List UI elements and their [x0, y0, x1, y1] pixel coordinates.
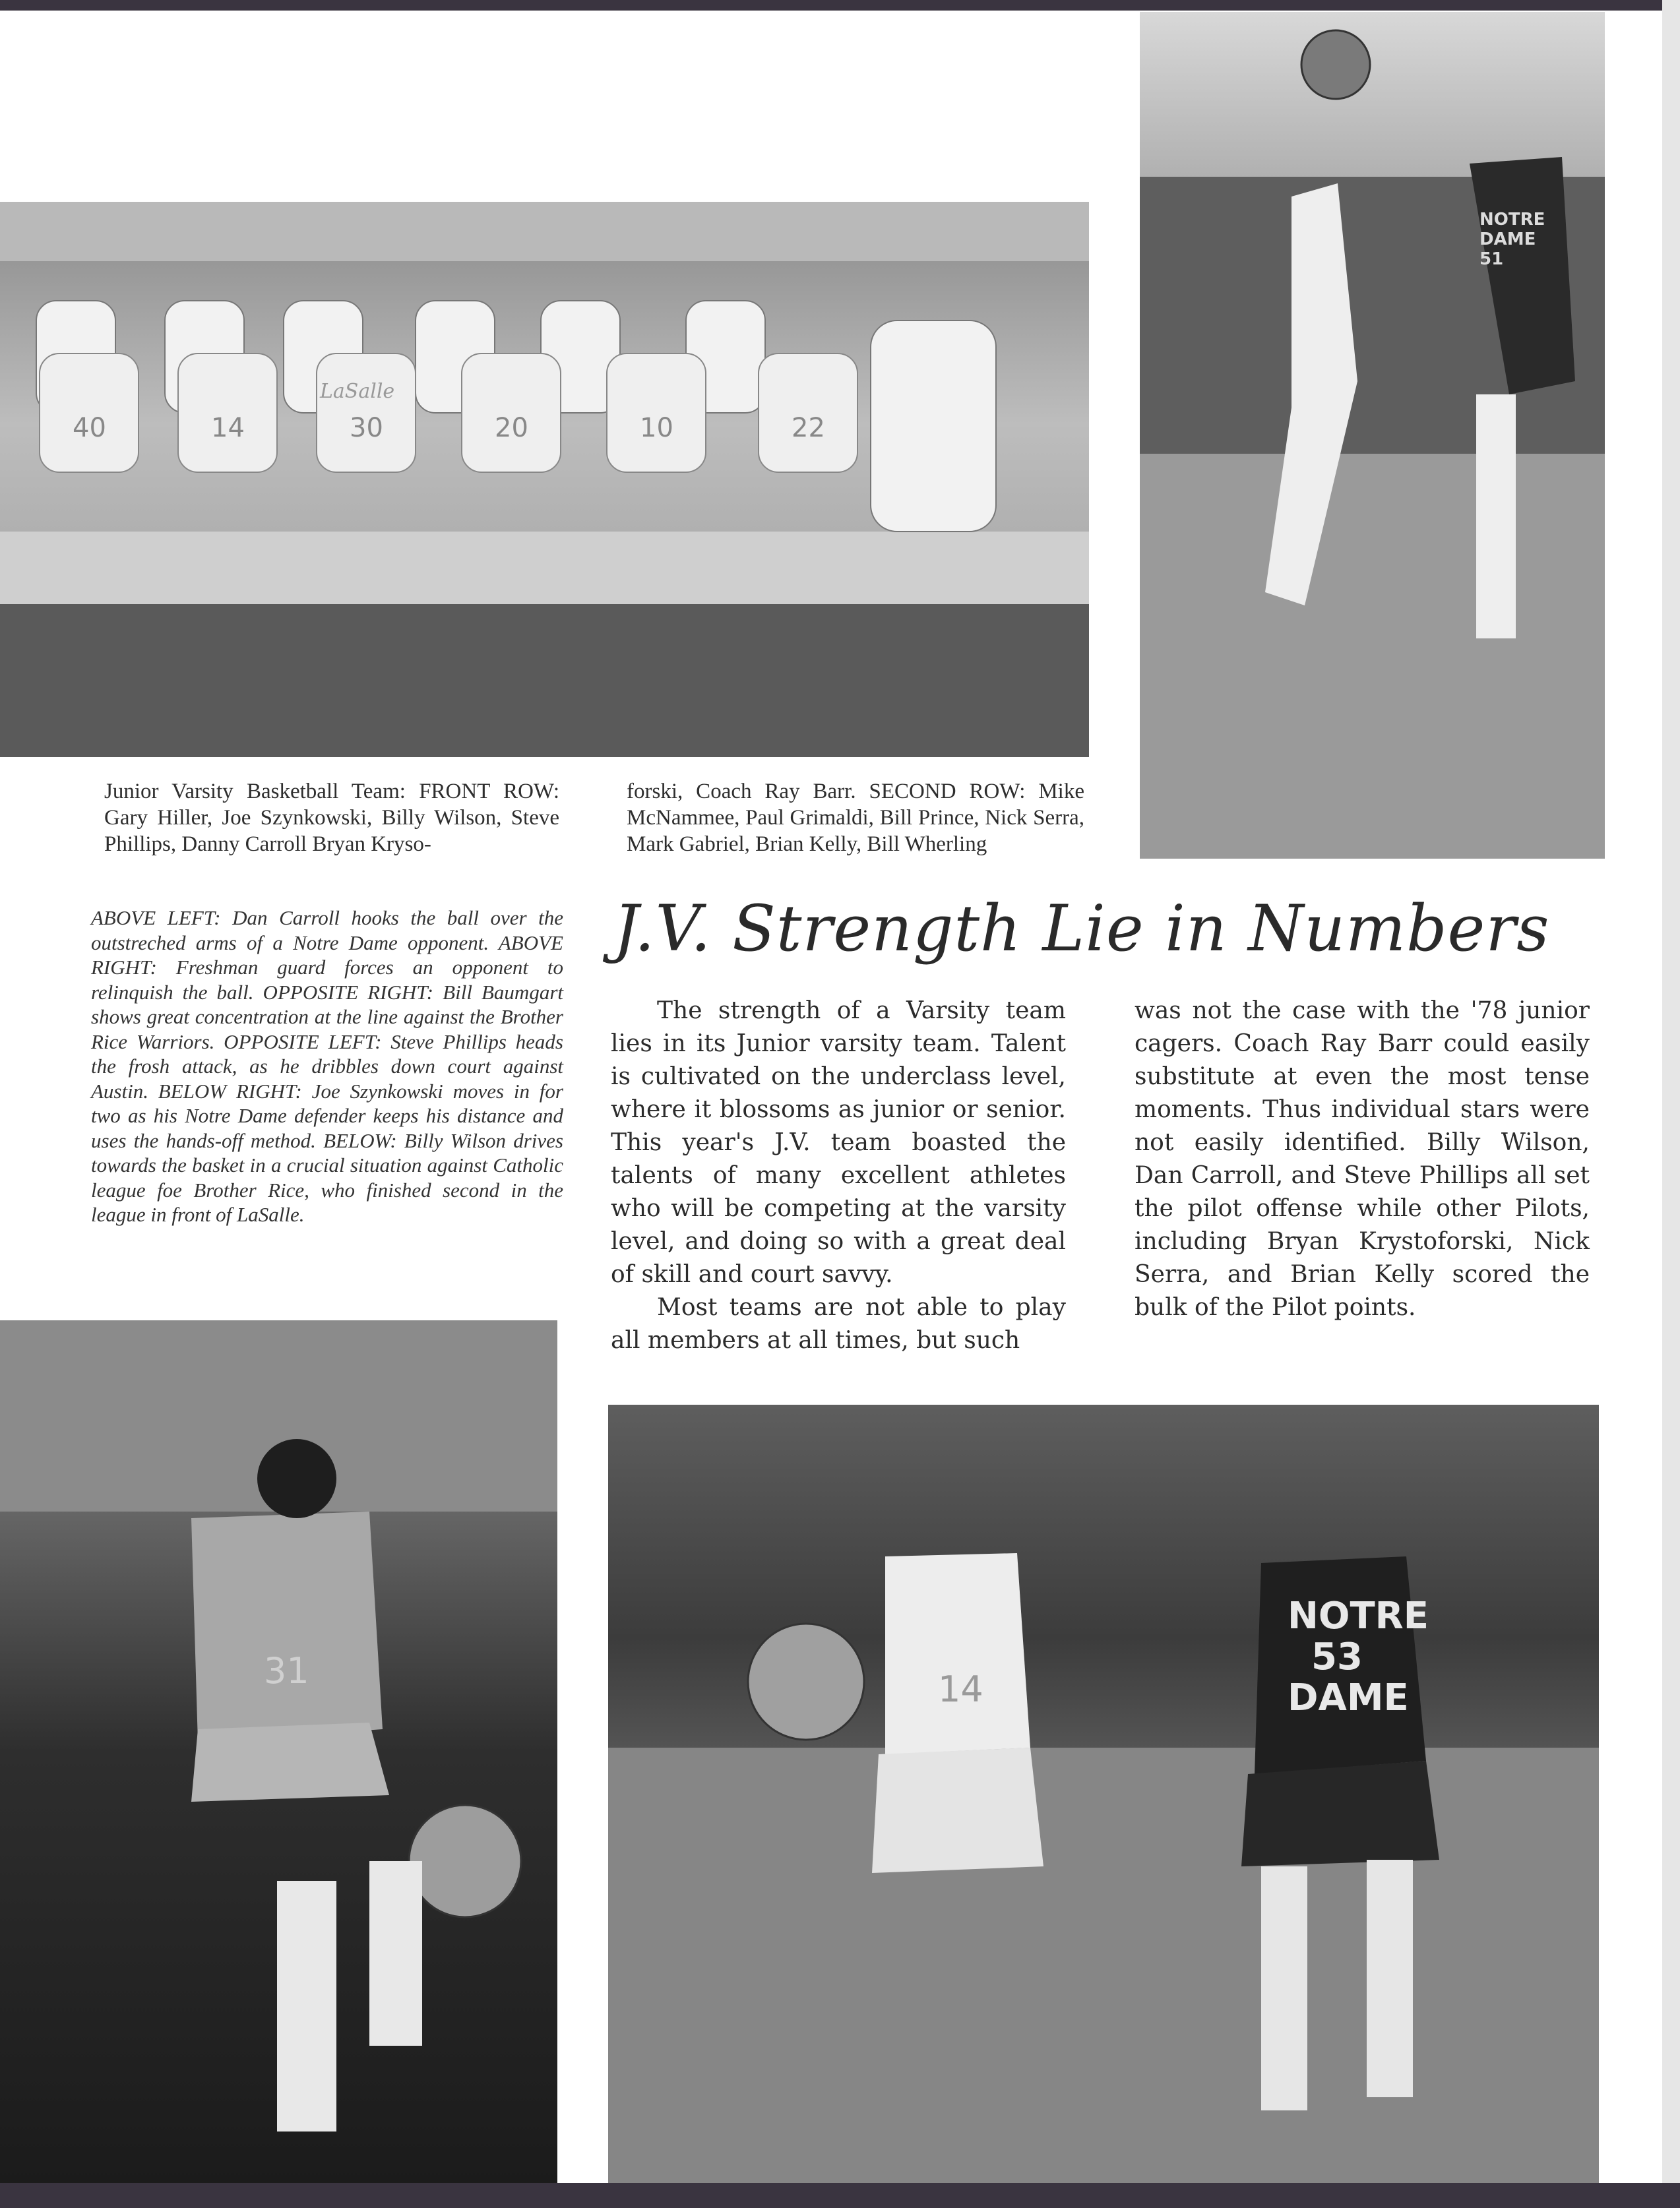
action-photo-bottom-right	[608, 1405, 1599, 2183]
opponent-jersey-line-2: 53	[1311, 1636, 1363, 1678]
bottom-border	[0, 2183, 1680, 2208]
article-paragraph-2: Most teams are not able to play all members at all times, but such	[611, 1294, 1066, 1354]
team-jersey-14: 14	[211, 413, 245, 443]
action-photo-bottom-left	[0, 1320, 557, 2183]
team-jersey-22: 22	[792, 413, 825, 443]
opponent-bottom-jersey-text	[1288, 1595, 1429, 1719]
right-margin	[1662, 0, 1680, 2208]
article-paragraph-1: The strength of a Varsity team lies in its Junior varsity team. Talent is cultivated on the underclass level, where it blossoms as junior or senior. This year's J.V. team boasted the talents of many excellent athletes who will be competing at the varsity level, and doing so with a great deal of skill and court savvy.	[611, 997, 1066, 1288]
article-column-1	[611, 995, 1066, 1357]
photo-captions: ABOVE LEFT: Dan Carroll hooks the ball over the outstreched arms of a Notre Dame opponent. ABOVE RIGHT: Freshman guard forces an opponent to relinquish the ball. OPPOSITE RIGHT: Bill Baumgart shows great concentration at the line against the Brother Rice Warriors. OPPOSITE LEFT: Steve Phillips heads the frosh attack, as he dribbles down court against Austin. BELOW RIGHT: Joe Szynkowski moves in for two as his Notre Dame defender keeps his distance and uses the hands-off method. BELOW: Billy Wilson drives towards the basket in a crucial situation against Catholic league foe Brother Rice, who finished second in the league in front of LaSalle.	[91, 906, 563, 1226]
team-caption-right: forski, Coach Ray Barr. SECOND ROW: Mike McNammee, Paul Grimaldi, Bill Prince, Nick Serra, Mark Gabriel, Brian Kelly, Bill Wherling	[627, 780, 1084, 856]
page-headline: J.V. Strength Lie in Numbers	[613, 892, 1550, 966]
team-jersey-30: 30	[350, 413, 383, 443]
team-caption-left: Junior Varsity Basketball Team: FRONT ROW: Gary Hiller, Joe Szynkowski, Billy Wilson, Steve Phillips, Danny Carroll Bryan Kryso-	[104, 780, 559, 856]
team-jersey-script: LaSalle	[320, 380, 395, 403]
opponent-jersey-line-1: NOTRE	[1288, 1595, 1429, 1638]
team-photo	[0, 202, 1089, 757]
player-31-number: 31	[264, 1650, 309, 1692]
action-photo-top-right	[1140, 12, 1605, 859]
team-jersey-40: 40	[73, 413, 106, 443]
team-jersey-10: 10	[640, 413, 673, 443]
opponent-top-jersey-text: NOTRE DAME 51	[1479, 210, 1545, 269]
player-14-number: 14	[938, 1669, 983, 1710]
article-column-2: was not the case with the '78 junior cagers. Coach Ray Barr could easily substitute at even the most tense moments. Thus individual stars were not easily identified. Billy Wilson, Dan Carroll, and Steve Phillips all set the pilot offense while other Pilots, including Bryan Krystoforski, Nick Serra, and Brian Kelly scored the bulk of the Pilot points.	[1135, 997, 1590, 1321]
opponent-jersey-line-3: DAME	[1288, 1676, 1409, 1719]
top-border	[0, 0, 1680, 11]
team-jersey-20: 20	[495, 413, 528, 443]
